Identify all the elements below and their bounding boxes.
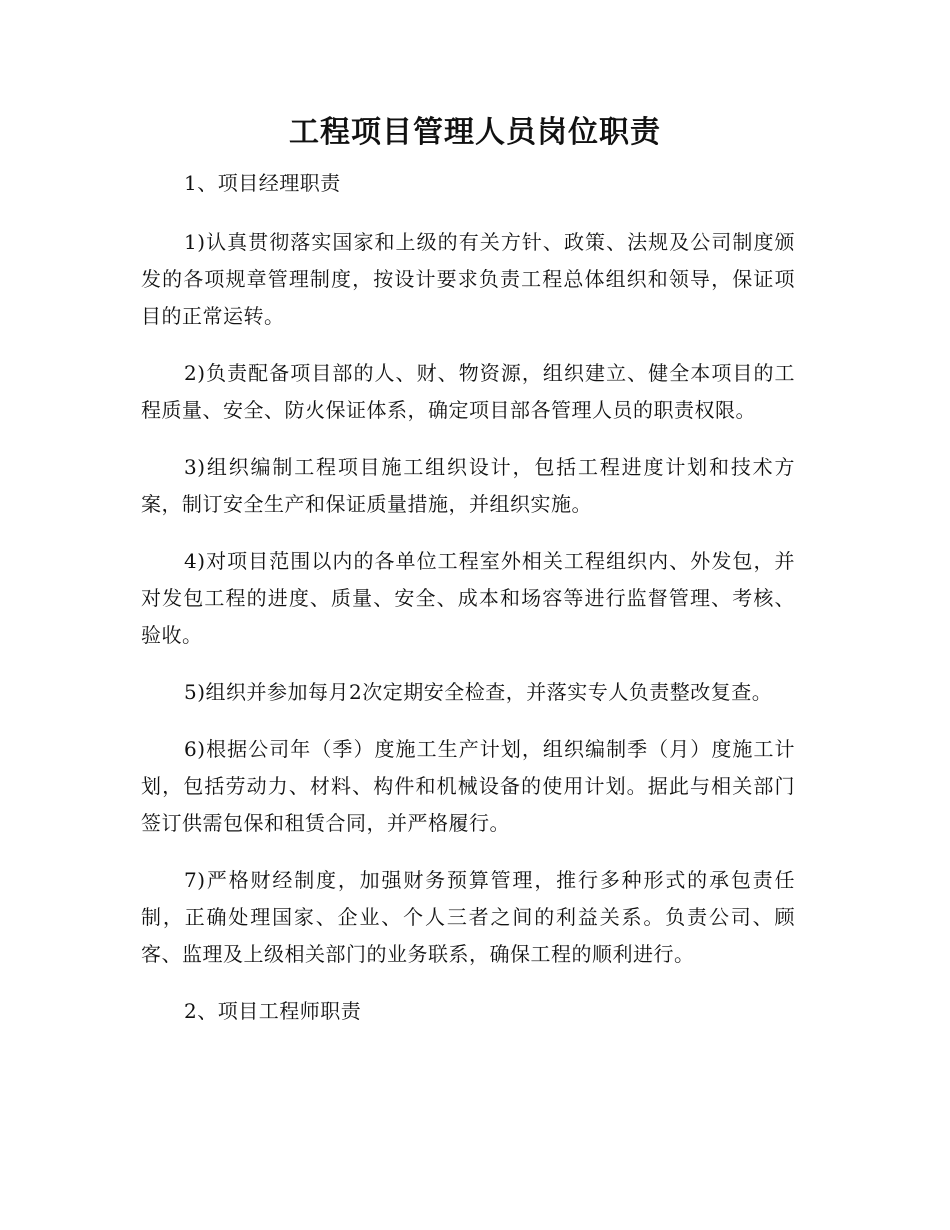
duty-item-6: 6)根据公司年（季）度施工生产计划，组织编制季（月）度施工计划，包括劳动力、材料、构件和机械设备的使用计划。据此与相关部门签订供需包保和租赁合同，并严格履行。 xyxy=(141,737,795,835)
section-heading-project-engineer: 2、项目工程师职责 xyxy=(184,999,362,1023)
document-title: 工程项目管理人员岗位职责 xyxy=(289,115,661,150)
duty-item-4: 4)对项目范围以内的各单位工程室外相关工程组织内、外发包，并对发包工程的进度、质量、安全、成本和场容等进行监督管理、考核、验收。 xyxy=(141,549,795,647)
section-heading-project-manager: 1、项目经理职责 xyxy=(184,171,341,195)
duty-item-5: 5)组织并参加每月2次定期安全检查，并落实专人负责整改复查。 xyxy=(184,680,773,704)
duty-item-7: 7)严格财经制度，加强财务预算管理，推行多种形式的承包责任制，正确处理国家、企业、个人三者之间的利益关系。负责公司、顾客、监理及上级相关部门的业务联系，确保工程的顺利进行。 xyxy=(141,868,795,966)
duty-item-1: 1)认真贯彻落实国家和上级的有关方针、政策、法规及公司制度颁发的各项规章管理制度，按设计要求负责工程总体组织和领导，保证项目的正常运转。 xyxy=(141,230,795,328)
duty-item-3: 3)组织编制工程项目施工组织设计，包括工程进度计划和技术方案，制订安全生产和保证质量措施，并组织实施。 xyxy=(141,455,795,516)
document-body xyxy=(141,165,795,1052)
duty-item-2: 2)负责配备项目部的人、财、物资源，组织建立、健全本项目的工程质量、安全、防火保证体系，确定项目部各管理人员的职责权限。 xyxy=(141,361,795,422)
